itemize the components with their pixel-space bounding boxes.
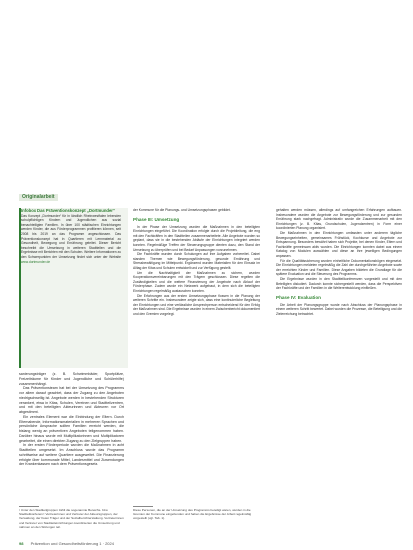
paragraph: Die Maßnahmen in den Einrichtungen umfassten unter anderem tägliche Bewegungseinheiten, gemeinsames Frühstück, Kochkurse und Angebote zur Entspannung. Besonders bewährt haben sich Projekte, bei denen Kinder, Eltern und Fachkräfte gemeinsam aktiv wurden. Die Einrichtungen konnten dabei aus einem Katalog von Modulen auswählen und diese an ihre jeweiligen Bedingungen anpassen. <box>276 230 402 258</box>
paragraph: sanierungsträger (z. B. Schwimmbäder, Sportplätze, Freizeiträume für Kinder und Jugendliche und Schülerhilfe) zusammenhängt. <box>19 372 124 386</box>
paragraph: Die Fachkräfte wurden durch Schulungen auf ihre Aufgaben vorbereitet. Dabei standen Themen wie Bewegungsförderung, gesunde Ernährung und Stressbewältigung im Mittelpunkt. Ergänzend wurden Materialien für den Einsatz im Alltag der Kitas und Schulen entwickelt und zur Verfügung gestellt. <box>133 252 260 270</box>
footnote-rule-mid <box>133 506 153 507</box>
info-box-body: Das Konzept „Dortmunder“ für in ländlich Rheinwestfalen lebenden schulpflichtigen Kindern und Jugendlichen aus sozial benachteiligten Familien. In über 100 städtischen Einrichtungen werden Kinder, die aus Förderprogrammen profitieren können, seit 2008 bis 2019 an das Programm angeschlossen. Das Präventionskonzept hat in Quartieren mit Lernmaterial zu Gesundheit, Bewegung und Ernährung geleitet. Dieser Bericht beschreibt die Umsetzung in weiteren Stadtteilen und die Ergebnisse mit Berichten mit den Schulen. Weitere Informationen zu den Schwerpunkten der Umsetzung findet sich unter der Website www.dortmunder.de <box>21 213 121 264</box>
journal-source: Prävention und Gesundheitsförderung 1 · 2024 <box>30 541 114 546</box>
footnote-left: ¹ Unter den Stadtteilgruppen zählt die sogenannte Bereichs- bzw. Stadtteilkonferenz: Vertreterinnen und Vertreter der Akteursgruppen, der Verwaltung, der freien Träger und der Sozialberichterstattung. Vertreterinnen und Vertreter von Stadtteileinrichtungen koordinierten die Umsetzung und nahmen an den Sitzungen teil. <box>19 508 124 529</box>
section-heading: Phase III: Umsetzung <box>133 216 180 222</box>
section-label: Originalarbeit <box>19 194 58 201</box>
paragraph: Das Präventionsteam hat bei der Umsetzung des Programms vor allem darauf geachtet, dass der Zugang zu den Angeboten niedrigschwellig ist. Angebote werden in bestehenden Strukturen verankert, etwa in Kitas, Schulen, Vereinen und Stadtteilzentren, und mit den beteiligten Akteurinnen und Akteuren vor Ort abgestimmt. <box>19 386 124 414</box>
paragraph: gehalten werden müssen, allerdings auf umfangreichen Erfahrungen aufbauen. Insbesondere wurden die Angebote zur Bewegungsförderung und zur gesunden Ernährung stark nachgefragt. Administrativ wurde die Zusammenarbeit mit den Einrichtungen (z. B. Kitas, Grundschulen, Jugendzentren) in Form einer koordinierten Planung organisiert. <box>276 208 402 231</box>
paragraph: Um die Nachhaltigkeit der Maßnahmen zu sichern, wurden Kooperationsvereinbarungen mit den Trägern geschlossen. Diese regelten die Zuständigkeiten und die weitere Finanzierung der Angebote nach Ablauf der Förderphase. Zudem wurde ein Netzwerk aufgebaut, in dem sich die beteiligten Einrichtungen regelmäßig austauschen konnten. <box>133 270 260 293</box>
column-2 <box>133 208 260 316</box>
footnote-mid: Diese Personen, die an der Umsetzung des Programms beteiligt waren, wurden in die Gremien der Kommune eingebunden und haben die Ergebnisse der Arbeit regelmäßig vorgestellt (vgl. Tab. 1). <box>133 508 252 521</box>
paragraph: Die Ergebnisse wurden in den Stadtteilkonferenzen vorgestellt und mit den Beteiligten diskutiert. Dadurch konnte sichergestellt werden, dass die Perspektiven der Fachkräfte und der Familien in die Weiterentwicklung einfließen. <box>276 276 402 291</box>
paragraph: Für die Qualitätssicherung wurden einheitliche Dokumentationsbögen eingesetzt. Die Einrichtungen meldeten regelmäßig die Zahl der durchgeführten Angebote sowie der erreichten Kinder und Familien. Diese Angaben bildeten die Grundlage für die spätere Evaluation und die Steuerung des Programms. <box>276 258 402 277</box>
paragraph: In der Phase der Umsetzung wurden die Maßnahmen in den beteiligten Einrichtungen eingeführt. Die Koordination erfolgte durch die Projektleitung, die eng mit den Fachkräften in den Stadtteilen zusammenarbeitete. Alle Angebote wurden so geplant, dass sie in die bestehenden Abläufe der Einrichtungen integriert werden konnten. Regelmäßige Treffen der Steuerungsgruppe dienten dazu, den Stand der Umsetzung zu überprüfen und bei Bedarf Anpassungen vorzunehmen. <box>133 224 260 252</box>
paragraph: der Kommune für die Planungs- und Umsetzungsphasen gebildet. <box>133 208 231 212</box>
paragraph: Die Arbeit der Planungsgruppe wurde nach Abschluss der Planungsphase in einem weiteren Schritt bewertet. Dabei wurden die Prozesse, die Beteiligung und die Zielerreichung betrachtet. <box>276 302 402 316</box>
footnote-rule-left <box>19 506 39 507</box>
paragraph: Ein zentrales Element war die Einbindung der Eltern. Durch Elternabende, Informationsmaterialien in mehreren Sprachen und persönliche Ansprache sollten Familien erreicht werden, die bislang wenig an präventiven Angeboten teilgenommen haben. Darüber hinaus wurde mit Multiplikatorinnen und Multiplikatoren gearbeitet, die einen direkten Zugang zu den Zielgruppen haben. <box>19 414 124 443</box>
page-footer <box>19 541 114 546</box>
info-box-link[interactable]: www.dortmunder.de <box>21 259 51 264</box>
info-box-number: Infobox <box>21 208 37 213</box>
paragraph: In der ersten Förderperiode wurden die Maßnahmen in acht Stadtteilen umgesetzt. Im Anschluss wurde das Programm schrittweise auf weitere Quartiere ausgeweitet. Die Finanzierung erfolgte über kommunale Mittel, Landesmittel und Zuwendungen der Krankenkassen nach dem Präventionsgesetz. <box>19 443 124 467</box>
page-number: 98 <box>19 541 24 546</box>
column-3 <box>276 208 402 316</box>
info-box-content <box>21 208 121 264</box>
column-1 <box>19 372 124 467</box>
info-box-title: Das Präventionskonzept „Dortmunder“ <box>37 208 115 213</box>
paragraph: Die Erfahrungen aus der ersten Umsetzungsphase flossen in die Planung der weiteren Schritte ein. Insbesondere zeigte sich, dass eine kontinuierliche Begleitung der Einrichtungen und eine verlässliche Ansprechperson entscheidend für den Erfolg der Maßnahmen sind. Die Ergebnisse wurden in einem Zwischenbericht dokumentiert und den Gremien vorgelegt. <box>133 293 260 316</box>
section-heading: Phase IV: Evaluation <box>276 294 321 300</box>
